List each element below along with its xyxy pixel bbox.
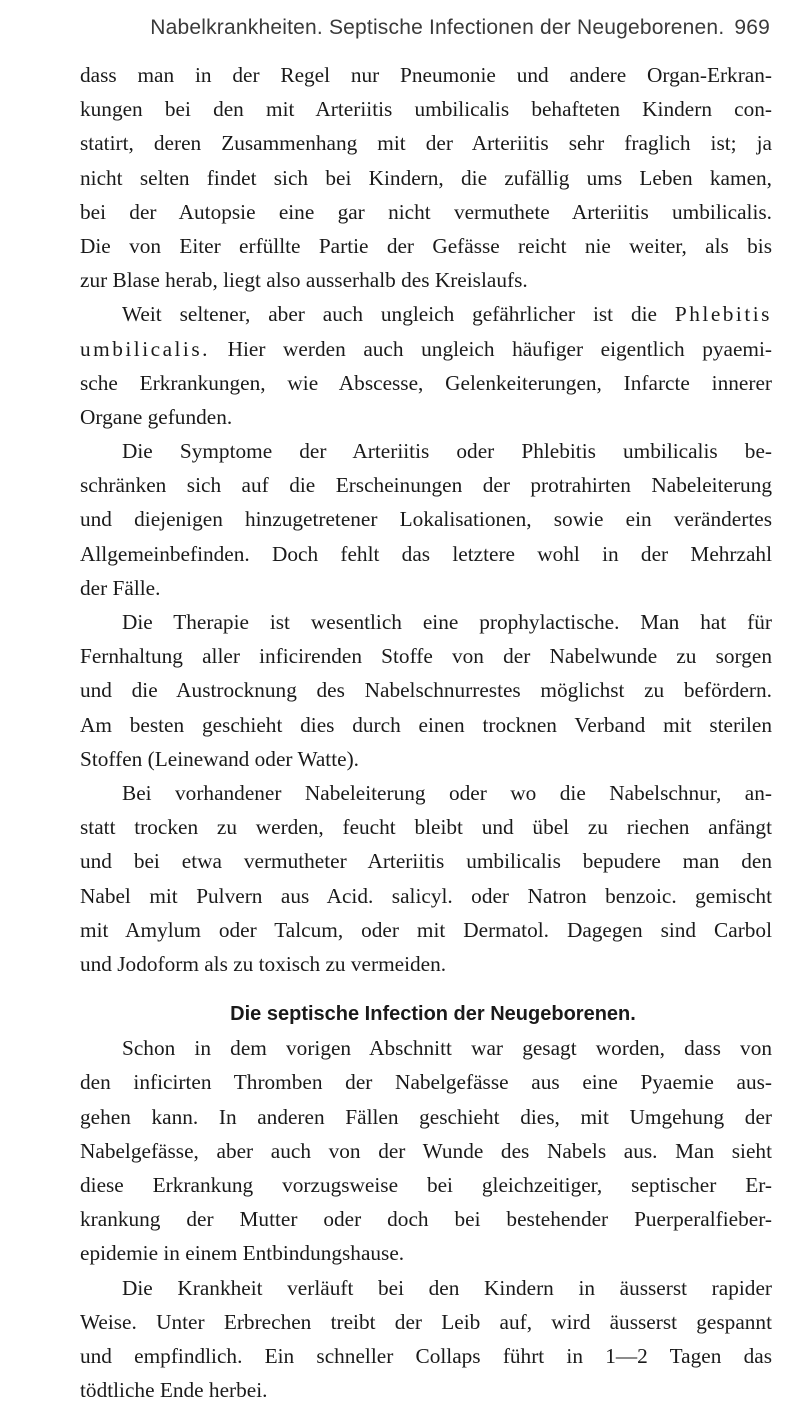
text-line: Am besten geschieht dies durch einen trocknen Verband mit sterilen	[80, 712, 772, 737]
text-line: dass man in der Regel nur Pneumonie und andere Organ-Erkran-	[80, 63, 772, 87]
text-line: sche Erkrankungen, wie Abscesse, Gelenkeiterungen, Infarcte innerer	[80, 370, 772, 395]
text-line: gehen kann. In anderen Fällen geschieht dies, mit Umgehung der	[80, 1104, 772, 1129]
text-line: und diejenigen hinzugetretener Lokalisationen, sowie ein verändertes	[80, 507, 772, 532]
text-line: und bei etwa vermutheter Arteriitis umbilicalis bepudere man den	[80, 849, 772, 874]
text-line: bei der Autopsie eine gar nicht vermuthete Arteriitis umbilicalis.	[80, 199, 772, 224]
text-line: der Fälle.	[80, 575, 161, 600]
page-number: 969	[734, 16, 770, 39]
text-line: Die Symptome der Arteriitis oder Phlebitis umbilicalis be-	[122, 439, 772, 464]
text-line: statirt, deren Zusammenhang mit der Arteriitis sehr fraglich ist; ja	[80, 131, 772, 156]
text-line: Stoffen (Leinewand oder Watte).	[80, 746, 359, 771]
text-line: Bei vorhandener Nabeleiterung oder wo die Nabelschnur, an-	[122, 780, 772, 805]
text-line: Allgemeinbefinden. Doch fehlt das letztere wohl in der Mehrzahl	[80, 541, 772, 566]
text-line: und empfindlich. Ein schneller Collaps führt in 1—2 Tagen das	[80, 1343, 772, 1368]
section-heading: Die septische Infection der Neugeborenen.	[230, 1003, 636, 1026]
emphasis-term: umbilicalis.	[80, 336, 210, 361]
text-line: krankung der Mutter oder doch bei bestehender Puerperalfieber-	[80, 1207, 772, 1232]
text-line: tödtliche Ende herbei.	[80, 1378, 268, 1403]
text-line: nicht selten findet sich bei Kindern, die zufällig ums Leben kamen,	[80, 165, 772, 190]
running-head	[60, 16, 770, 40]
text-line: Nabel mit Pulvern aus Acid. salicyl. oder Natron benzoic. gemischt	[80, 883, 772, 908]
body-text	[80, 58, 772, 1407]
text-line: Schon in dem vorigen Abschnitt war gesagt worden, dass von	[122, 1036, 772, 1061]
text-line: Die von Eiter erfüllte Partie der Gefässe reicht nie weiter, als bis	[80, 233, 772, 258]
text-line: Nabelgefässe, aber auch von der Wunde des Nabels aus. Man sieht	[80, 1138, 772, 1163]
text-line: und Jodoform als zu toxisch zu vermeiden.	[80, 951, 447, 976]
text-line: Weise. Unter Erbrechen treibt der Leib auf, wird äusserst gespannt	[80, 1309, 772, 1334]
text-line: diese Erkrankung vorzugsweise bei gleichzeitiger, septischer Er-	[80, 1173, 772, 1197]
text-line: mit Amylum oder Talcum, oder mit Dermatol. Dagegen sind Carbol	[80, 917, 772, 942]
text-run: Hier werden auch ungleich häufiger eigentlich pyaemi-	[227, 336, 773, 361]
text-line: Fernhaltung aller inficirenden Stoffe von der Nabelwunde zu sorgen	[80, 644, 772, 669]
text-line: und die Austrocknung des Nabelschnurrestes möglichst zu befördern.	[80, 678, 772, 703]
text-line: statt trocken zu werden, feucht bleibt und übel zu riechen anfängt	[80, 815, 772, 840]
text-line: Organe gefunden.	[80, 404, 233, 429]
text-run: Weit seltener, aber auch ungleich gefährlicher ist die	[122, 302, 657, 327]
text-line	[80, 332, 772, 366]
emphasis-term: Phlebitis	[674, 302, 772, 327]
text-line: zur Blase herab, liegt also ausserhalb des Kreislaufs.	[80, 268, 528, 293]
text-line	[80, 297, 772, 331]
text-line: schränken sich auf die Erscheinungen der protrahirten Nabeleiterung	[80, 473, 772, 498]
text-line: Die Therapie ist wesentlich eine prophylactische. Man hat für	[122, 610, 772, 634]
text-line: den inficirten Thromben der Nabelgefässe aus eine Pyaemie aus-	[80, 1070, 772, 1095]
running-title: Nabelkrankheiten. Septische Infectionen der Neugeborenen.	[150, 16, 725, 39]
text-line: epidemie in einem Entbindungshause.	[80, 1241, 405, 1266]
text-line: Die Krankheit verläuft bei den Kindern in äusserst rapider	[122, 1275, 772, 1300]
text-line: kungen bei den mit Arteriitis umbilicalis behafteten Kindern con-	[80, 97, 772, 122]
